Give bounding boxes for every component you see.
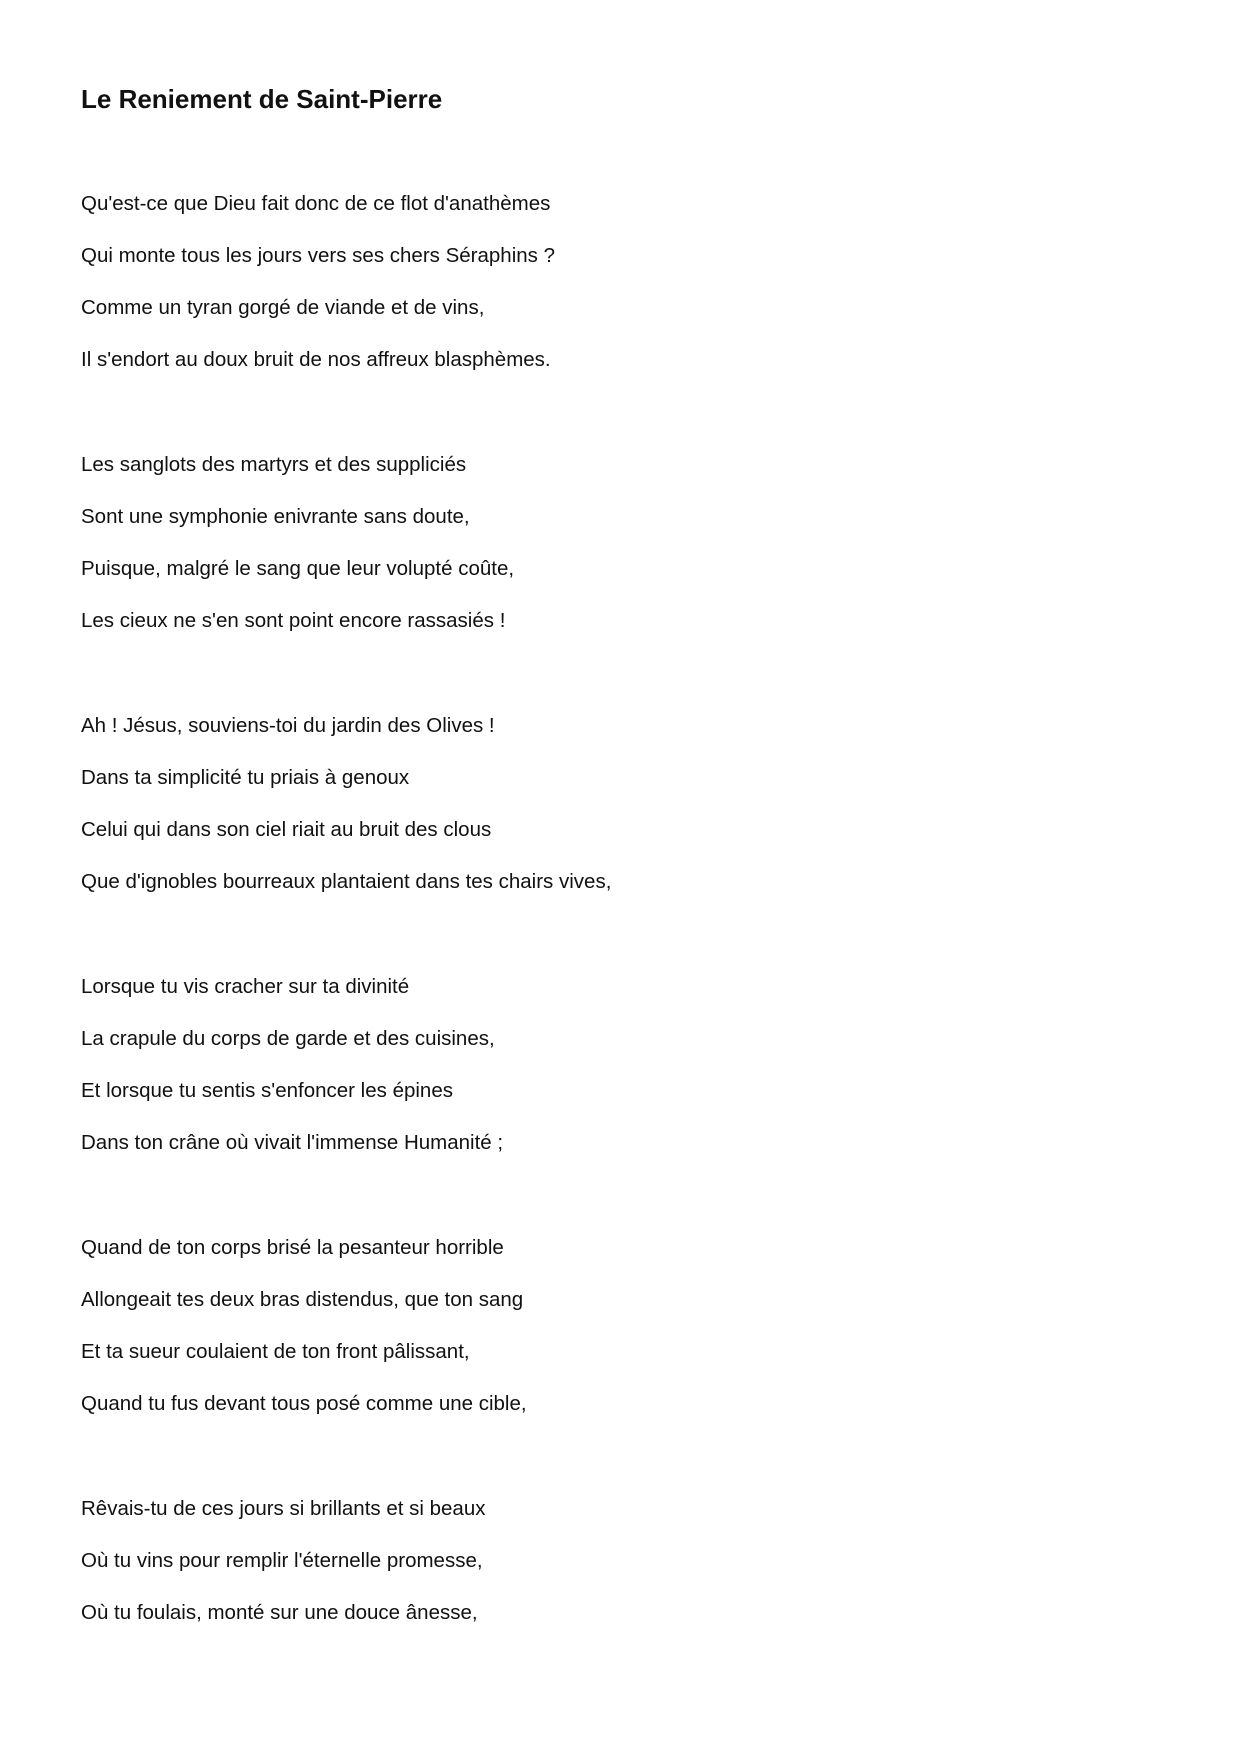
poem-line: Et ta sueur coulaient de ton front pâlissant, bbox=[81, 1340, 470, 1363]
poem-line: Où tu foulais, monté sur une douce ânesse, bbox=[81, 1601, 478, 1624]
poem-line: Et lorsque tu sentis s'enfoncer les épines bbox=[81, 1079, 453, 1102]
poem-line: Que d'ignobles bourreaux plantaient dans tes chairs vives, bbox=[81, 870, 612, 893]
poem-line: Qui monte tous les jours vers ses chers Séraphins ? bbox=[81, 244, 555, 267]
stanza bbox=[81, 972, 1161, 1180]
stanza bbox=[81, 450, 1161, 658]
poem-line: Comme un tyran gorgé de viande et de vins, bbox=[81, 296, 485, 319]
poem-body bbox=[81, 189, 1161, 1650]
poem-line: Allongeait tes deux bras distendus, que ton sang bbox=[81, 1288, 524, 1311]
poem-line: Dans ton crâne où vivait l'immense Humanité ; bbox=[81, 1131, 504, 1154]
poem-line: Qu'est-ce que Dieu fait donc de ce flot d'anathèmes bbox=[81, 192, 551, 215]
poem-line: Où tu vins pour remplir l'éternelle promesse, bbox=[81, 1549, 483, 1572]
stanza bbox=[81, 1233, 1161, 1441]
poem-line: Les sanglots des martyrs et des suppliciés bbox=[81, 453, 467, 476]
stanza bbox=[81, 189, 1161, 397]
poem-line: La crapule du corps de garde et des cuisines, bbox=[81, 1027, 495, 1050]
poem-line: Lorsque tu vis cracher sur ta divinité bbox=[81, 975, 410, 998]
poem-line: Quand tu fus devant tous posé comme une cible, bbox=[81, 1392, 527, 1415]
poem-line: Il s'endort au doux bruit de nos affreux blasphèmes. bbox=[81, 348, 551, 371]
poem-line: Puisque, malgré le sang que leur volupté coûte, bbox=[81, 557, 515, 580]
stanza bbox=[81, 1494, 1161, 1650]
poem-line: Sont une symphonie enivrante sans doute, bbox=[81, 505, 470, 528]
poem-line: Les cieux ne s'en sont point encore rassasiés ! bbox=[81, 609, 506, 632]
poem-line: Quand de ton corps brisé la pesanteur horrible bbox=[81, 1236, 504, 1259]
poem-title: Le Reniement de Saint-Pierre bbox=[81, 84, 443, 114]
poem-line: Rêvais-tu de ces jours si brillants et si beaux bbox=[81, 1497, 486, 1520]
poem-line: Celui qui dans son ciel riait au bruit des clous bbox=[81, 818, 492, 841]
poem-line: Dans ta simplicité tu priais à genoux bbox=[81, 766, 410, 789]
poem-line: Ah ! Jésus, souviens-toi du jardin des Olives ! bbox=[81, 714, 495, 737]
stanza bbox=[81, 711, 1161, 919]
